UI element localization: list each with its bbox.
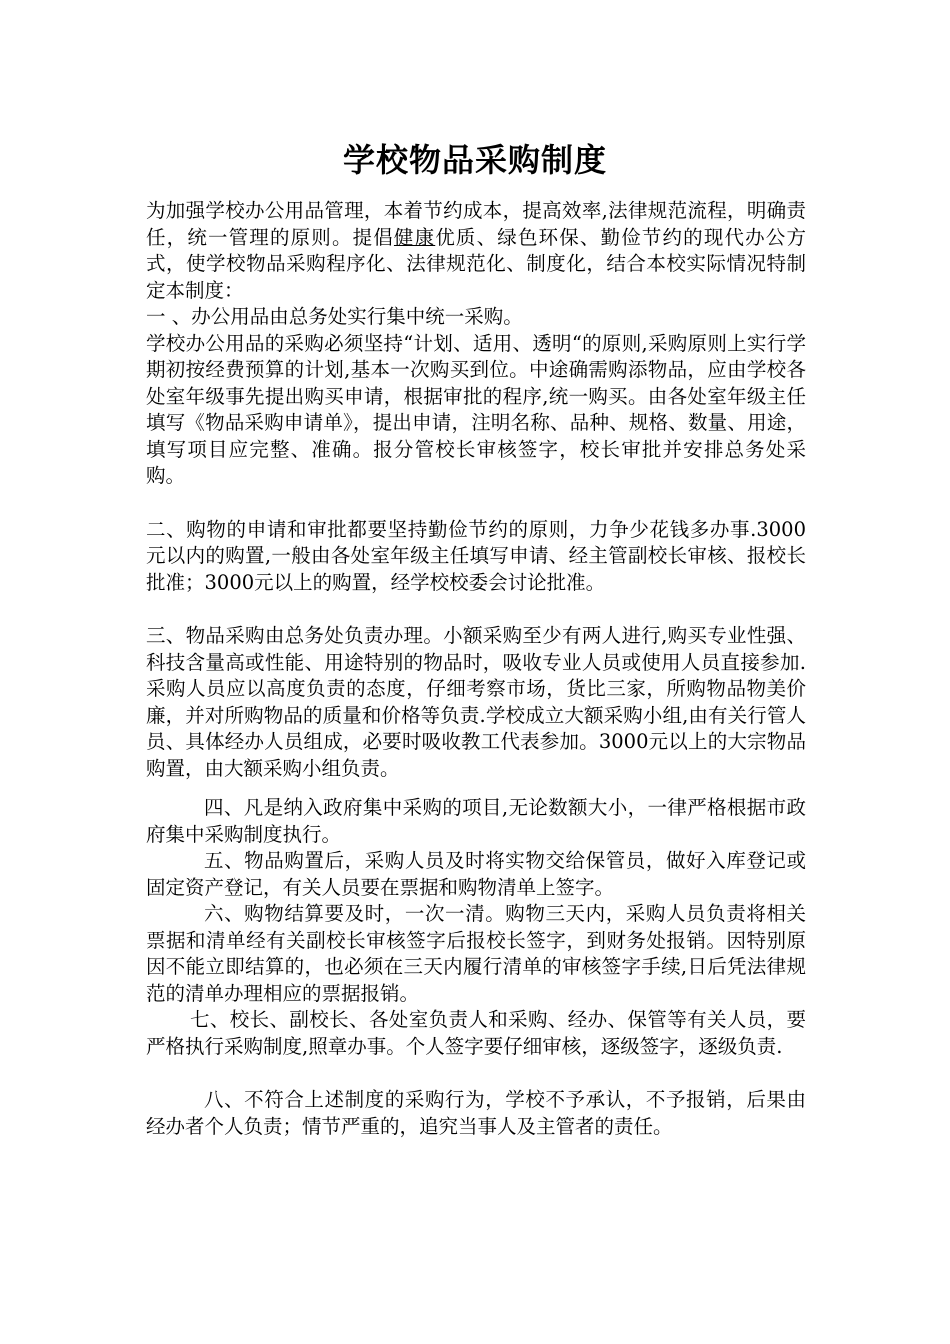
intro-text-before-link: 为加强学校办公用品管理，本着节约成本，提高效率,法律规范流程，明确责任，统一管理的原则。提倡 [146,199,806,249]
section-6: 六、购物结算要及时，一次一清。购物三天内，采购人员负责将相关票据和清单经有关副校长审核签字后报校长签字，到财务处报销。因特别原因不能立即结算的，也必须在三天内履行清单的审核签字手续,日后凭法律规范的清单办理相应的票据报销。 [146,902,806,1005]
document-body [146,198,806,1140]
paragraph-spacer [146,1060,806,1087]
section-1-heading: 一 、办公用品由总务处实行集中统一采购。 [146,305,523,328]
paragraph-spacer [146,490,806,517]
intro-text-after-link: 优质、绿色环保、勤俭节约的现代办公方式，使学校物品采购程序化、法律规范化、制度化，结合本校实际情况特制定本制度： [146,225,806,302]
health-link[interactable]: 健康 [393,225,436,249]
section-4: 四、凡是纳入政府集中采购的项目,无论数额大小，一律严格根据市政府集中采购制度执行。 [146,796,806,846]
section-5: 五、物品购置后，采购人员及时将实物交给保管员，做好入库登记或固定资产登记，有关人员要在票据和购物清单上签字。 [146,849,806,899]
section-8: 八、不符合上述制度的采购行为，学校不予承认，不予报销，后果由经办者个人负责；情节严重的，追究当事人及主管者的责任。 [146,1088,806,1138]
document-title: 学校物品采购制度 [342,141,607,179]
section-1-body: 学校办公用品的采购必须坚持“计划、适用、透明“的原则,采购原则上实行学期初按经费预算的计划,基本一次购买到位。中途确需购添物品，应由学校各处室年级事先提出购买申请，根据审批的程序,统一购买。由各处室年级主任填写《物品采购申请单》，提出申请，注明名称、品种、规格、数量、用途，填写项目应完整、准确。报分管校长审核签字，校长审批并安排总务处采购。 [146,331,806,487]
paragraph-spacer [146,596,806,623]
section-7: 七、校长、副校长、各处室负责人和采购、经办、保管等有关人员，要严格执行采购制度,照章办事。个人签字要仔细审核，逐级签字，逐级负责. [146,1008,806,1058]
intro-paragraph [146,198,806,304]
paragraph-spacer [146,782,806,795]
section-3: 三、物品采购由总务处负责办理。小额采购至少有两人进行,购买专业性强、科技含量高或性能、用途特别的物品时，吸收专业人员或使用人员直接参加.采购人员应以高度负责的态度，仔细考察市场，货比三家，所购物品物美价廉，并对所购物品的质量和价格等负责.学校成立大额采购小组,由有关行管人员、具体经办人员组成，必要时吸收教工代表参加。3000元以上的大宗物品购置，由大额采购小组负责。 [146,624,806,780]
section-2: 二、购物的申请和审批都要坚持勤俭节约的原则，力争少花钱多办事.3000元以内的购置,一般由各处室年级主任填写申请、经主管副校长审核、报校长批准；3000元以上的购置，经学校校委会讨论批准。 [146,517,806,594]
